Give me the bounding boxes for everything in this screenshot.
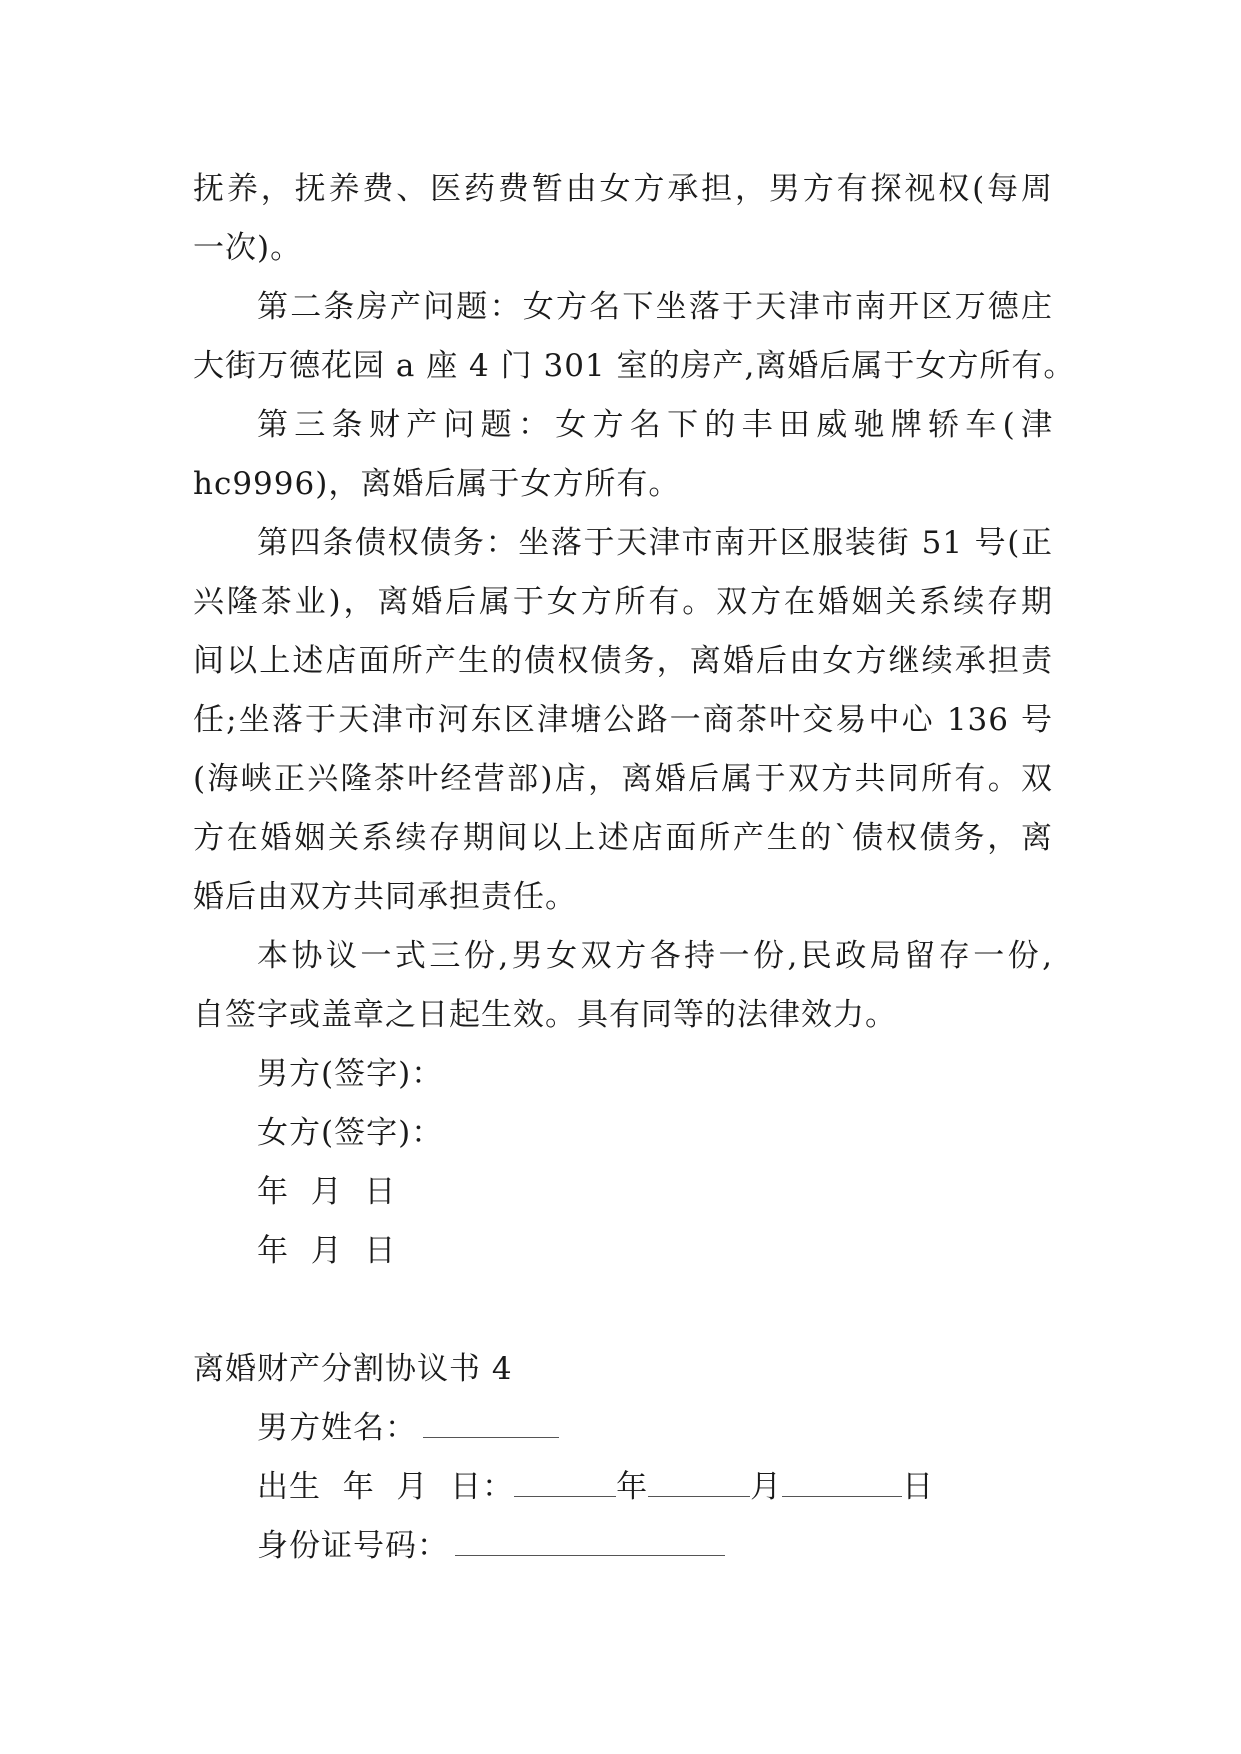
male-name-row xyxy=(193,1399,1053,1458)
day-char: 日 xyxy=(902,1469,935,1505)
male-name-label: 男方姓名： xyxy=(257,1410,417,1446)
article-4-line: 婚后由双方共同承担责任。 xyxy=(193,879,577,915)
male-signature-line: 男方(签字)： xyxy=(257,1056,444,1092)
article-2-line: 大街万德花园 a 座 4 门 301 室的房产,离婚后属于女方所有。 xyxy=(193,348,1076,384)
id-number-blank[interactable] xyxy=(455,1521,725,1556)
article-3-line: hc9996)，离婚后属于女方所有。 xyxy=(193,466,681,502)
article-4-line: 第四条债权债务：坐落于天津市南开区服装街 51 号(正 xyxy=(257,525,1053,561)
agreement-clause-line: 本协议一式三份,男女双方各持一份,民政局留存一份, xyxy=(257,938,1053,974)
year-char: 年 xyxy=(616,1469,649,1505)
date-line: 年 月 日 xyxy=(257,1174,397,1210)
birth-day-blank[interactable] xyxy=(782,1462,902,1497)
female-signature-line: 女方(签字)： xyxy=(257,1115,444,1151)
agreement-clause-line: 自签字或盖章之日起生效。具有同等的法律效力。 xyxy=(193,997,897,1033)
id-number-row xyxy=(193,1517,1053,1576)
birth-month-blank[interactable] xyxy=(648,1462,750,1497)
article-2-line: 第二条房产问题：女方名下坐落于天津市南开区万德庄 xyxy=(257,289,1053,325)
male-name-blank[interactable] xyxy=(423,1403,559,1438)
month-char: 月 xyxy=(750,1469,783,1505)
date-line: 年 月 日 xyxy=(257,1233,397,1269)
id-number-label: 身份证号码： xyxy=(257,1528,449,1564)
article-4-line: 兴隆茶业)，离婚后属于女方所有。双方在婚姻关系续存期 xyxy=(193,584,1053,620)
section-gap xyxy=(193,1281,1053,1340)
article-4-line: 间以上述店面所产生的债权债务，离婚后由女方继续承担责 xyxy=(193,643,1053,679)
section-title: 离婚财产分割协议书 4 xyxy=(193,1351,513,1387)
article-4-line: 任;坐落于天津市河东区津塘公路一商茶叶交易中心 136 号 xyxy=(193,702,1053,738)
article-4-line: (海峡正兴隆茶叶经营部)店，离婚后属于双方共同所有。双 xyxy=(193,761,1053,797)
article-3-line: 第三条财产问题：女方名下的丰田威驰牌轿车(津 xyxy=(257,407,1053,443)
paragraph-line: 抚养，抚养费、医药费暂由女方承担，男方有探视权(每周 xyxy=(193,171,1053,207)
birth-year-blank[interactable] xyxy=(514,1462,616,1497)
birth-date-row xyxy=(193,1458,1053,1517)
article-4-line: 方在婚姻关系续存期间以上述店面所产生的`债权债务，离 xyxy=(193,820,1053,856)
paragraph-line: 一次)。 xyxy=(193,230,303,266)
document-page xyxy=(193,160,1076,1576)
birth-date-label: 出生 年 月 日： xyxy=(257,1469,515,1505)
